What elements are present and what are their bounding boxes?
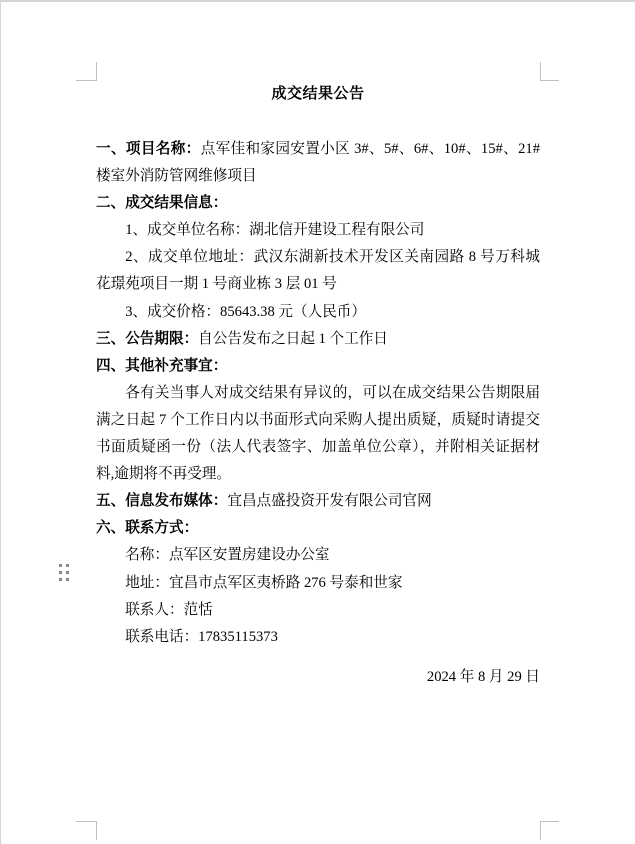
section-text: 各有关当事人对成交结果有异议的，可以在成交结果公告期限届满之日起 7 个工作日内以书面形式向采购人提出质疑，质疑时请提交书面质疑函一份（法人代表签字、加盖单位公章），并附相关证据材料,逾期将不再受理。 <box>96 384 540 483</box>
handle-dot <box>66 571 69 574</box>
para-contact-person <box>96 597 540 624</box>
section-label: 五、信息发布媒体： <box>96 493 228 510</box>
section-label: 三、公告期限： <box>96 330 199 347</box>
para-winner-address <box>96 244 540 298</box>
handle-dot <box>66 564 69 567</box>
handle-dot <box>59 578 62 581</box>
margin-crop-mark-bottom-right <box>540 821 559 840</box>
para-contact-phone <box>96 624 540 651</box>
section-text: 宜昌点盛投资开发有限公司官网 <box>227 493 432 510</box>
section-label: 一、项目名称： <box>96 141 201 157</box>
section-text: 联系电话：17835115373 <box>125 628 278 645</box>
para-supplementary-body <box>96 380 540 488</box>
para-winner-name <box>96 217 540 244</box>
para-project-name <box>96 136 540 190</box>
handle-dot <box>66 578 69 581</box>
margin-crop-mark-bottom-left <box>76 821 97 840</box>
para-supplementary-heading <box>96 353 540 380</box>
drag-handle-icon[interactable] <box>59 564 69 581</box>
section-text: 2、成交单位地址：武汉东湖新技术开发区关南园路 8 号万科城花璟苑项目一期 1 号商业栋 3 层 01 号 <box>96 249 540 293</box>
section-text: 名称：点军区安置房建设办公室 <box>125 547 330 564</box>
handle-dot <box>59 571 62 574</box>
para-price <box>96 299 540 326</box>
para-contact-name <box>96 542 540 569</box>
section-text: 点军佳和家园安置小区 3#、5#、6#、10#、15#、21#楼室外消防管网维修项目 <box>96 141 540 185</box>
section-label: 四、其他补充事宜： <box>96 357 228 374</box>
section-label: 二、成交结果信息： <box>96 195 228 212</box>
section-label: 六、联系方式： <box>96 520 199 537</box>
margin-crop-mark-top-right <box>540 62 559 81</box>
margin-crop-mark-top-left <box>76 62 97 81</box>
section-text: 1、成交单位名称：湖北信开建设工程有限公司 <box>125 222 425 239</box>
section-text: 3、成交价格：85643.38 元（人民币） <box>125 303 366 320</box>
section-text: 地址：宜昌市点军区夷桥路 276 号泰和世家 <box>125 574 403 591</box>
document-body <box>96 136 540 651</box>
para-announcement-period <box>96 326 540 353</box>
section-text: 联系人：范恬 <box>125 601 213 618</box>
handle-dot <box>59 564 62 567</box>
document-content <box>96 86 540 691</box>
para-contact-address <box>96 570 540 597</box>
para-result-info-heading <box>96 190 540 217</box>
para-publish-media <box>96 488 540 515</box>
para-contact-heading <box>96 515 540 542</box>
document-title: 成交结果公告 <box>271 86 365 102</box>
section-text: 自公告发布之日起 1 个工作日 <box>198 330 388 347</box>
document-date: 2024 年 8 月 29 日 <box>426 668 540 685</box>
